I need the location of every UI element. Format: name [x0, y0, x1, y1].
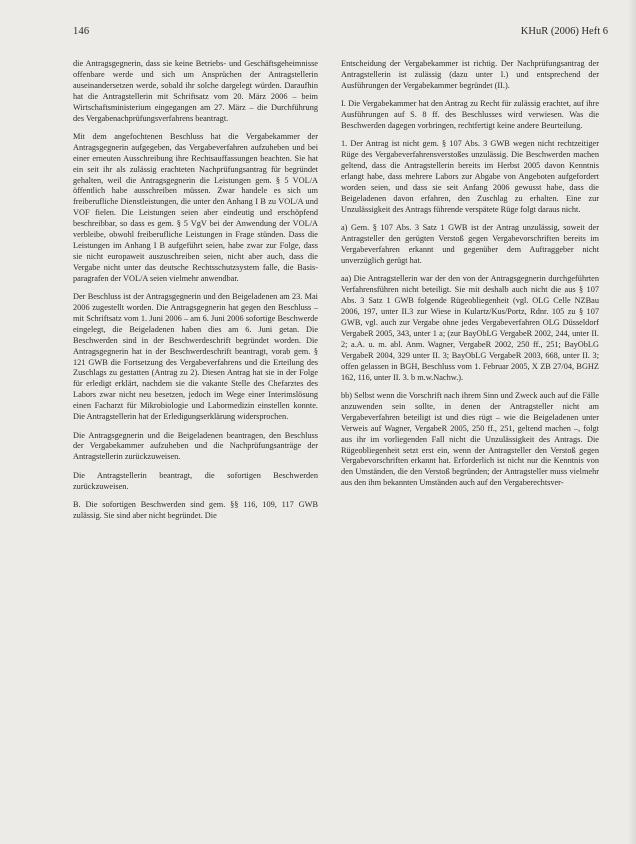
- running-header: KHuR (2006) Heft 6: [520, 26, 608, 37]
- paragraph: aa) Die Antragstellerin war der den von der Antragsgegnerin durchgeführten Verfahrensführen nicht beteiligt. Sie mit deshalb auch nicht die aus § 107 Abs. 3 Satz 1 GWB folgende Rügeobliegenheit (vgl. OLG Celle NZBau 2006, 197, unter II.3 zur Wiese in Kulartz/Kus/Portz, Rdnr. 105 zu § 107 GWB, vgl. auch zur Vergabe ohne jedes Vergabeverfahren OLG Düsseldorf VergabeR 2005, 343, unter 1 a; (zur BayObLG VergabeR 2002, 244, unter II. 2; a.A. u. m. abl. Anm. Wagner, VergabeR 2002, 250 ff., 251; BayObLG VergabeR 2004, 329 unter II. 3; BayObLG VergabeR 2003, 668, unter II. 3; offen gelassen in BGH, Beschluss vom 1. Februar 2005, X ZB 27/04, BGHZ 162, 116, unter II. 3. b m.w.Nachw.).: [341, 274, 599, 382]
- paragraph: die Antragsgegnerin, dass sie keine Betriebs- und Geschäftsgeheimnisse offenbare werde und sich um Ansprüchen der Antragstellerin auseinandersetzen werde, sobald ihr solche dargelegt würden. Daraufhin hat die Antragstellerin mit Schriftsatz vom 20. März 2006 – beim Wirtschaftsministerium eingegangen am 27. März – die Durchführung des Vergabenachprüfungsverfahrens beantragt.: [73, 59, 318, 123]
- left-column: [73, 59, 318, 529]
- page-number: 146: [73, 26, 90, 37]
- paragraph: 1. Der Antrag ist nicht gem. § 107 Abs. 3 GWB wegen nicht rechtzeitiger Rüge des Vergabeverfahrensverstoßes unzulässig. Die Beschwerden machen geltend, dass die Antragstellerin bereits im Herbst 2005 davon Kenntnis erlangt habe, dass mehrere Labors zur Abgabe von Angeboten aufgefordert worden seien, und dass sie seit Anfang 2006 gewusst habe, dass die Beigeladenen davon erfahren, den Zuschlag zu erhalten. Eine zur Unzulässigkeit des Antrags führende verspätete Rüge folgt daraus nicht.: [341, 139, 599, 214]
- right-column: [341, 59, 599, 497]
- paragraph: Entscheidung der Vergabekammer ist richtig. Der Nachprüfungsantrag der Antragstellerin ist zulässig (dazu unter I.) und entsprechend der Ausführungen der Vergabekammer begründet (II.).: [341, 59, 599, 90]
- paragraph: B. Die sofortigen Beschwerden sind gem. §§ 116, 109, 117 GWB zulässig. Sie sind aber nicht begründet. Die: [73, 500, 318, 520]
- paragraph: I. Die Vergabekammer hat den Antrag zu Recht für zulässig erachtet, auf ihre Ausführungen auf S. 8 ff. des Beschlusses wird verwiesen. Was die Beschwerden dagegen vorbringen, rechtfertigt keine andere Beurteilung.: [341, 99, 599, 131]
- page-edge-shadow: [628, 0, 636, 844]
- paragraph: Der Beschluss ist der Antragsgegnerin und den Beigeladenen am 23. Mai 2006 zugestellt worden. Die Antragsgegnerin hat gegen den Beschluss – mit Schriftsatz vom 1. Juni 2006 – am 6. Juni 2006 sofortige Beschwerde eingelegt, die Beigeladenen haben dies am 6. Juni getan. Die Beschwerden sind in der Beschwerdeschrift begründet worden. Die Antragsgegnerin hat in der Beschwerdeschrift beantragt, vorab gem. § 121 GWB die Fortsetzung des Vergabeverfahrens und die Erteilung des Zuschlags zu gestatten (Antrag zu 2). Diesen Antrag hat sie in der Folge für erledigt erklärt, nachdem sie die vakante Stelle des Chefarztes des Labors zwar nicht neu besetzen, jedoch im Wege einer Interimslösung einen Facharzt für Mikrobiologie und Labormedizin einstellen konnte. Die Antragstellerin hat der Erledigungserklärung widersprochen.: [73, 292, 318, 422]
- paragraph: bb) Selbst wenn die Vorschrift nach ihrem Sinn und Zweck auch auf die Fälle anzuwenden sein sollte, in denen der Antragsteller nicht am Vergabeverfahren beteiligt ist und dies rügt – wie die Beigeladenen unter Verweis auf Wagner, VergabeR 2005, 250 ff., 251, geltend machen –, folgt aus ihr im vorliegenden Fall nicht die Unzulässigkeit des Antrags. Die Rügeobliegenheit setzt erst ein, wenn der Antragsteller den Verstoß gegen Vergabevorschriften erkannt hat. Erforderlich ist nicht nur die Kenntnis von den Umständen, die den Verstoß begründen; der Antragsteller muss vielmehr aus den ihm bekannten Umständen auch auf den Vergaberechtsver-: [341, 390, 599, 488]
- paragraph: a) Gem. § 107 Abs. 3 Satz 1 GWB ist der Antrag unzulässig, soweit der Antragsteller den gerügten Verstoß gegen Vergabevorschriften bereits im Vergabeverfahren erkannt und gegenüber dem Auftraggeber nicht unverzüglich gerügt hat.: [341, 223, 599, 265]
- paragraph: Die Antragstellerin beantragt, die sofortigen Beschwerden zurückzuweisen.: [73, 470, 318, 491]
- paragraph: Mit dem angefochtenen Beschluss hat die Vergabekammer der Antragsgegnerin aufgegeben, das Vergabeverfahren aufzuheben und bei einer erneuten Ausschreibung ihre Rechtsauffassungen beachten. Sie hat ein seit ihr als zulässig erachteten Nachprüfungsantrag für begründet gehalten, weil die Antragsgegnerin die Leistungen gem. § 5 VOL/A öffentlich habe ausschreiben müssen. Zwar handele es sich um freiberufliche Dienstleistungen, die unter den Anhang I B zu VOL/A und VOF fielen. Die Leistungen seien aber eindeutig und erschöpfend beschreibbar, so dass es gem. § 5 VgV bei der Anwendung der VOL/A verbleibe, obwohl freiberufliche Leistungen in Frage stünden. Dass die Leistungen im Anhang I B aufgeführt seien, habe zwar zur Folge, dass sie nicht europaweit auszuschreiben seien, nicht aber auch, dass die Vergabe nicht unter das deutsche Rechtsschutzsystem falle, die Basis-paragrafen der VOL/A seien vielmehr anwendbar.: [73, 131, 318, 283]
- paragraph: Die Antragsgegnerin und die Beigeladenen beantragen, den Beschluss der Vergabekammer aufzuheben und die Nachprüfungsanträge der Antragstellerin zurückzuweisen.: [73, 430, 318, 462]
